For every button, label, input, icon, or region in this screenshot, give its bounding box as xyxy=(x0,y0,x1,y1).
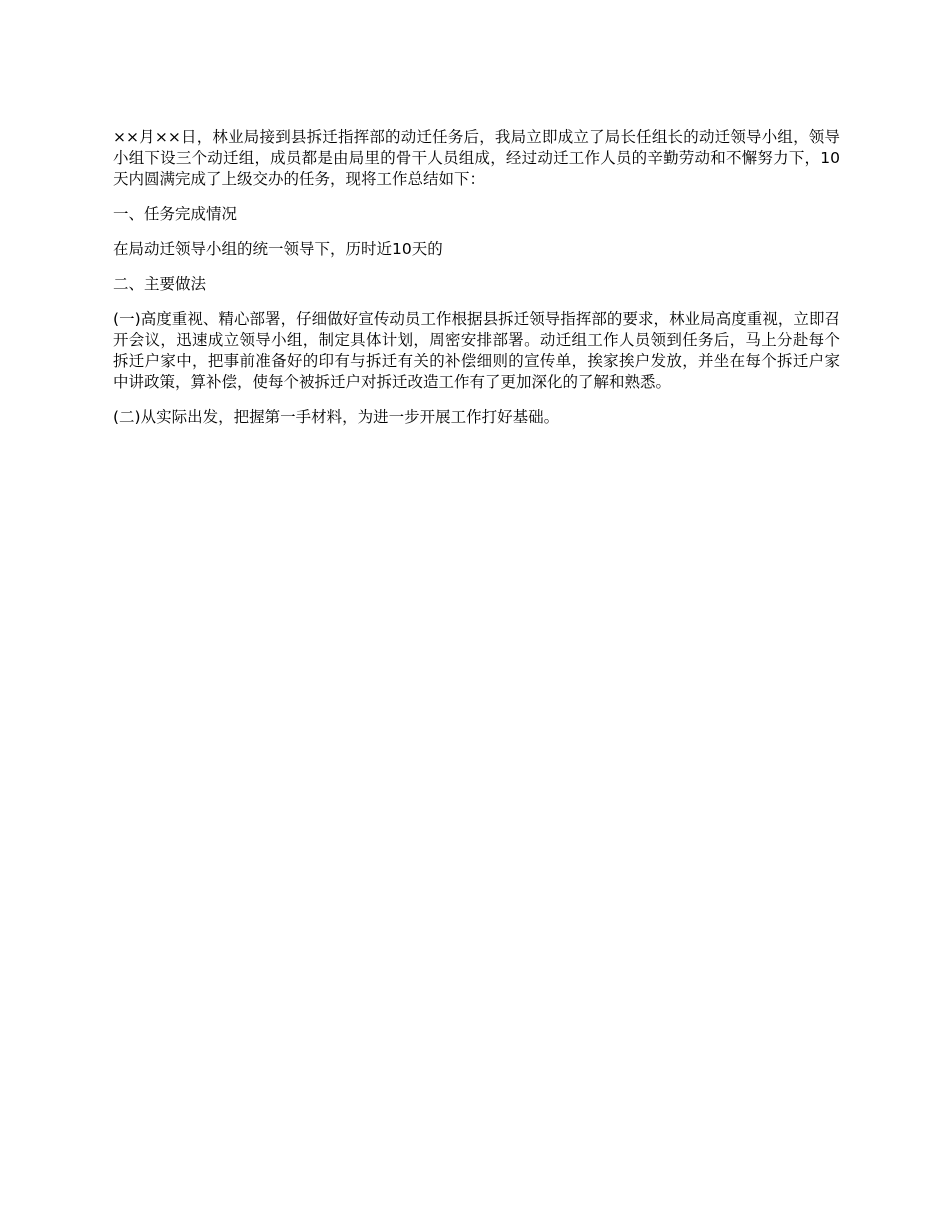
method-two-paragraph: (二)从实际出发，把握第一手材料，为进一步开展工作打好基础。 xyxy=(113,408,560,426)
method-one-paragraph: (一)高度重视、精心部署，仔细做好宣传动员工作根据县拆迁领导指挥部的要求，林业局高度重视，立即召开会议，迅速成立领导小组，制定具体计划，周密安排部署。动迁组工作人员领到任务后，马上分赴每个拆迁户家中，把事前准备好的印有与拆迁有关的补偿细则的宣传单，挨家挨户发放，并坐在每个拆迁户家中讲政策，算补偿，使每个被拆迁户对拆迁改造工作有了更加深化的了解和熟悉。 xyxy=(113,310,840,391)
task-completion-paragraph: 在局动迁领导小组的统一领导下，历时近10天的 xyxy=(113,240,443,258)
document-body xyxy=(113,127,840,442)
section-heading-task-completion: 一、任务完成情况 xyxy=(113,205,238,223)
section-heading-main-methods: 二、主要做法 xyxy=(113,275,207,293)
intro-paragraph: ××月××日，林业局接到县拆迁指挥部的动迁任务后，我局立即成立了局长任组长的动迁领导小组，领导小组下设三个动迁组，成员都是由局里的骨干人员组成，经过动迁工作人员的辛勤劳动和不懈努力下，10天内圆满完成了上级交办的任务，现将工作总结如下： xyxy=(113,128,840,188)
